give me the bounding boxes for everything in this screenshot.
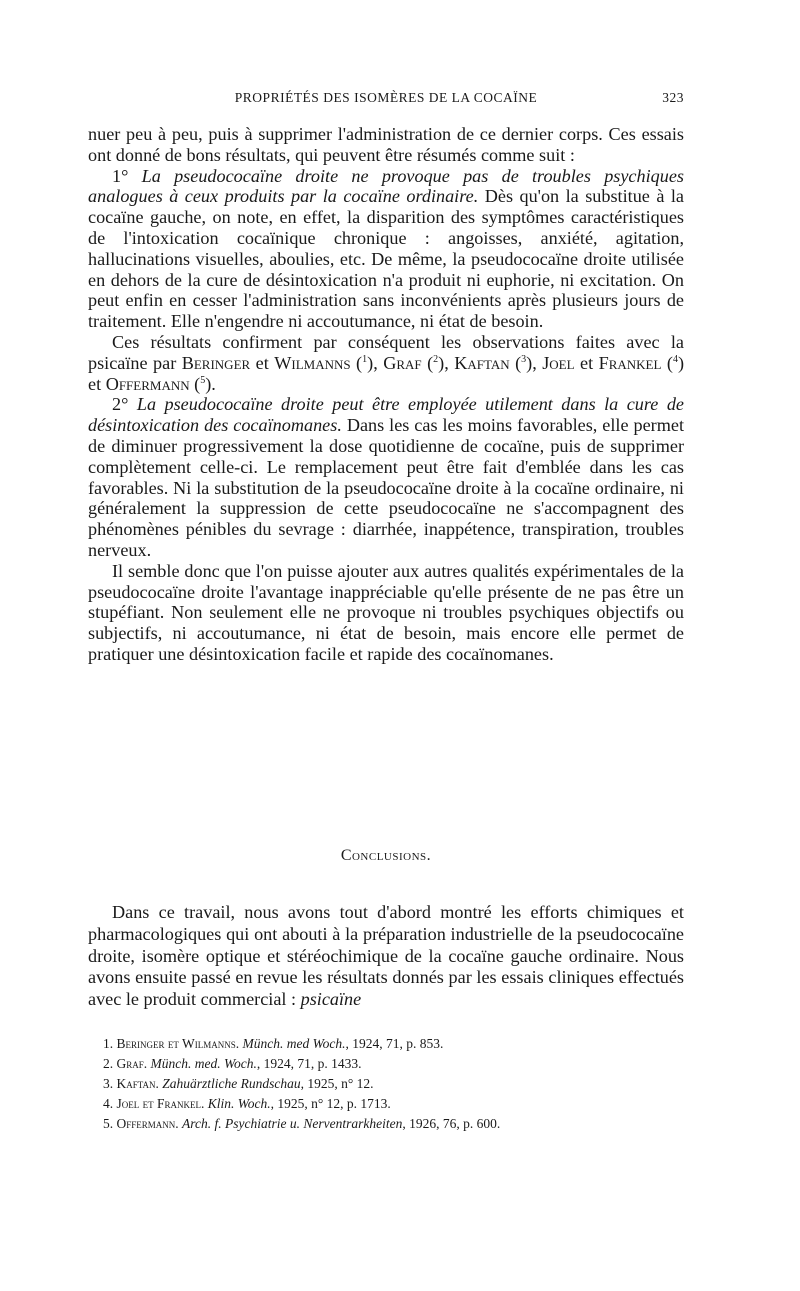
product-name: psicaïne bbox=[300, 989, 362, 1010]
footnote: 1. Beringer et Wilmanns. Münch. med Woch., 1924, 71, p. 853. bbox=[103, 1036, 444, 1051]
author-name: Offermann bbox=[105, 373, 190, 394]
footnote: 5. Offermann. Arch. f. Psychiatrie u. Nerventrarkheiten, 1926, 76, p. 600. bbox=[103, 1116, 501, 1131]
point-1-statement: La pseudococaïne droite ne provoque pas de troubles psychiques analogues à ceux produits par la cocaïne ordinaire. bbox=[88, 165, 684, 207]
conclusions-paragraph: Dans ce travail, nous avons tout d'abord montré les efforts chimiques et pharmacologiques qui ont abouti à la préparation industrielle de la pseudococaïne droite, isomère optique et stéréochimique de la cocaïne gauche ordinaire. Nous avons ensuite passé en revue les résultats donnés par les essais cliniques effectués avec le produit commercial : psicaïne bbox=[88, 902, 684, 1010]
point-number: 2° bbox=[112, 394, 129, 415]
author-name: Graf bbox=[383, 352, 422, 373]
footnote-ref: 2 bbox=[433, 353, 439, 365]
page-number: 323 bbox=[662, 90, 684, 105]
author-name: Frankel bbox=[598, 352, 662, 373]
footnote-ref: 4 bbox=[672, 353, 678, 365]
author-name: Kaftan bbox=[454, 352, 510, 373]
author-name: Wilmanns bbox=[274, 352, 351, 373]
footnote-ref: 3 bbox=[521, 353, 527, 365]
paragraph-point-2: 2° La pseudococaïne droite peut être employée utilement dans la cure de désintoxication des cocaïnomanes. Dans les cas les moins favorables, elle permet de diminuer progressivement la dose quotidienne de cocaïne, puis de supprimer complètement celle-ci. Le remplacement peut être fait d'emblée dans les cas favorables. Ni la substitution de la pseudococaïne droite à la cocaïne ordinaire, ni généralement la suppression de cette pseudococaïne ne s'accompagnent des phénomènes pénibles du sevrage : diarrhée, inappétence, transpiration, troubles nerveux. bbox=[88, 394, 684, 560]
point-2-statement: La pseudococaïne droite peut être employée utilement dans la cure de désintoxication des cocaïnomanes. bbox=[88, 394, 684, 436]
paragraph-point-1: 1° La pseudococaïne droite ne provoque pas de troubles psychiques analogues à ceux produits par la cocaïne ordinaire. Dès qu'on la substitue à la cocaïne gauche, on note, en effet, la disparition des symptômes caractéristiques de l'intoxication cocaïnique chronique : angoisses, anxiété, agitation, hallucinations visuelles, aboulies, etc. De même, la pseudococaïne droite utilisée en dehors de la cure de désintoxication n'a produit ni euphorie, ni excitation. On peut enfin en cesser l'administration sans inconvénients après plusieurs jours de traitement. Elle n'engendre ni accoutumance, ni état de besoin. bbox=[88, 165, 684, 332]
running-head bbox=[88, 90, 684, 112]
running-head-title: PROPRIÉTÉS DES ISOMÈRES DE LA COCAÏNE bbox=[234, 90, 538, 105]
author-name: Beringer bbox=[181, 352, 251, 373]
footnote: 4. Joel et Frankel. Klin. Woch., 1925, n° 12, p. 1713. bbox=[103, 1096, 391, 1111]
conclusions-text bbox=[88, 902, 684, 1011]
footnote-ref: 5 bbox=[200, 374, 206, 386]
paragraph-summary: Il semble donc que l'on puisse ajouter aux autres qualités expérimentales de la pseudococaïne droite l'avantage inappréciable qu'elle présente de ne pas être un stupéfiant. Non seulement elle ne provoque ni troubles psychiques objectifs ou subjectifs, ni accoutumance, ni état de besoin, mais encore elle permet de pratiquer une désintoxication facile et rapide des cocaïnomanes. bbox=[88, 560, 684, 664]
footnote: 3. Kaftan. Zahuärztliche Rundschau, 1925, n° 12. bbox=[103, 1076, 374, 1091]
body-text bbox=[88, 124, 684, 665]
footnote-ref: 1 bbox=[362, 353, 368, 365]
footnotes bbox=[103, 1034, 683, 1134]
paragraph-continuation: nuer peu à peu, puis à supprimer l'administration de ce dernier corps. Ces essais ont donné de bons résultats, qui peuvent être résumés comme suit : bbox=[88, 124, 684, 165]
paragraph-citations: Ces résultats confirment par conséquent les observations faites avec la psicaïne par Beringer et Wilmanns ($^1$), Graf ($^2$), Kaftan ($^3$), Joel et Frankel ($^4$) et Offermann ($^5$). bbox=[88, 331, 685, 394]
section-heading-conclusions: Conclusions. bbox=[340, 847, 432, 864]
point-number: 1° bbox=[112, 165, 129, 186]
footnote: 2. Graf. Münch. med. Woch., 1924, 71, p. 1433. bbox=[103, 1056, 362, 1071]
author-name: Joel bbox=[542, 352, 575, 373]
